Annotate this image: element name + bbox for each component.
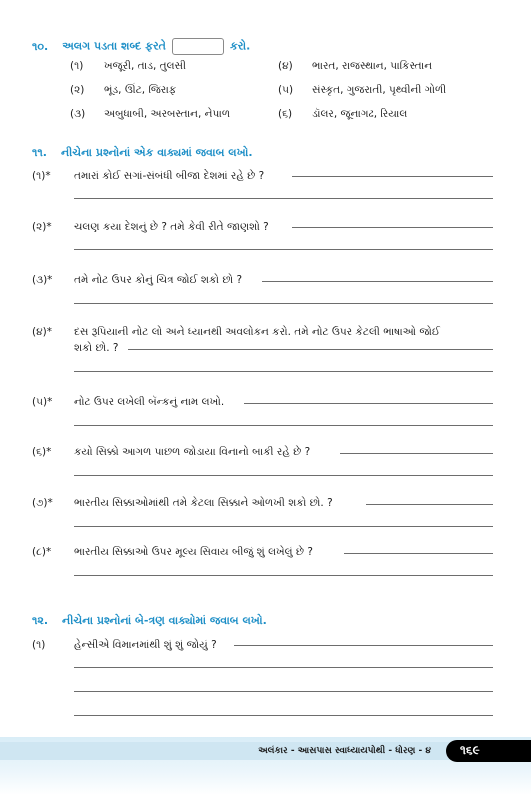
section-10-number: ૧૦. bbox=[32, 39, 49, 53]
question-text: કયો સિક્કો આગળ પાછળ જોડાયા વિનાનો બાકી રહે છે ? bbox=[74, 446, 311, 458]
answer-line[interactable] bbox=[244, 403, 493, 404]
page-number: ૧૬૯ bbox=[460, 743, 480, 757]
option-4: (૪) ભારત, રાજસ્થાન, પાકિસ્તાન bbox=[278, 60, 433, 72]
section-10-title-text: અલગ પડતા શબ્દ ફરતે bbox=[62, 39, 166, 53]
example-answer-box bbox=[172, 38, 224, 55]
option-6: (૬) ડૉલર, જૂનાગઢ, રિયાલ bbox=[278, 108, 408, 120]
answer-line[interactable] bbox=[340, 453, 493, 454]
answer-line[interactable] bbox=[344, 553, 493, 554]
question-text: ચલણ કયા દેશનું છે ? તમે કેવી રીતે જાણશો ? bbox=[74, 221, 269, 233]
footer-book-title: અલંકાર - આસપાસ સ્વાધ્યાયપોથી - ધોરણ - ૪ bbox=[258, 746, 431, 756]
answer-line[interactable] bbox=[366, 504, 493, 505]
answer-line[interactable] bbox=[74, 691, 493, 692]
answer-line[interactable] bbox=[74, 371, 493, 372]
option-3: (૩) અબુધાબી, અરબસ્તાન, નેપાળ bbox=[70, 108, 231, 120]
section-11-title-text: નીચેના પ્રશ્નોનાં એક વાક્યમાં જવાબ લખો. bbox=[60, 146, 253, 159]
page-number-badge bbox=[446, 740, 531, 762]
option-2: (૨) ભૂંડ, ઊંટ, જિરાફ bbox=[70, 84, 177, 96]
question-number: (૫)* bbox=[32, 396, 53, 408]
section-11-title bbox=[32, 146, 253, 160]
section-11-number: ૧૧. bbox=[32, 146, 47, 159]
section-12-title bbox=[32, 614, 267, 628]
answer-line[interactable] bbox=[74, 526, 493, 527]
question-number: (૬)* bbox=[32, 446, 52, 458]
answer-line[interactable] bbox=[74, 303, 493, 304]
section-12-number: ૧૨. bbox=[32, 614, 49, 627]
question-text: તમે નોટ ઉપર કોનું ચિત્ર જોઈ શકો છો ? bbox=[74, 274, 243, 286]
question-text: હેન્સીએ વિમાનમાંથી શું શું જોયું ? bbox=[74, 639, 217, 651]
question-text: ભારતીય સિક્કાઓ ઉપર મૂલ્ય સિવાય બીજું શું લખેલું છે ? bbox=[74, 546, 313, 558]
question-text-continued: શકો છો. ? bbox=[74, 342, 119, 354]
answer-line[interactable] bbox=[292, 176, 493, 177]
answer-line[interactable] bbox=[292, 227, 493, 228]
question-number: (૧) bbox=[32, 639, 46, 651]
answer-line[interactable] bbox=[128, 349, 493, 350]
section-12-title-text: નીચેના પ્રશ્નોનાં બે-ત્રણ વાક્યોમાં જવાબ લખો. bbox=[62, 614, 267, 627]
question-number: (૧)* bbox=[32, 170, 51, 182]
answer-line[interactable] bbox=[74, 249, 493, 250]
section-10-title-end: કરો. bbox=[229, 39, 251, 53]
question-text: દસ રૂપિયાની નોટ લો અને ધ્યાનથી અવલોકન કરો. તમે નોટ ઉપર કેટલી ભાષાઓ જોઈ bbox=[74, 326, 440, 338]
answer-line[interactable] bbox=[262, 281, 493, 282]
question-text: નોટ ઉપર લખેલી બૅન્કનું નામ લખો. bbox=[74, 396, 225, 408]
answer-line[interactable] bbox=[74, 425, 493, 426]
answer-line[interactable] bbox=[74, 667, 493, 668]
question-number: (૭)* bbox=[32, 497, 53, 509]
answer-line[interactable] bbox=[74, 198, 493, 199]
answer-line[interactable] bbox=[74, 575, 493, 576]
answer-line[interactable] bbox=[234, 645, 493, 646]
answer-line[interactable] bbox=[74, 475, 493, 476]
option-1: (૧) ખજૂરી, તાડ, તુલસી bbox=[70, 60, 187, 72]
answer-line[interactable] bbox=[74, 715, 493, 716]
option-5: (૫) સંસ્કૃત, ગુજરાતી, પૃથ્વીની ગોળી bbox=[278, 84, 447, 96]
question-text: તમારાં કોઈ સગાં-સંબંધી બીજા દેશમાં રહે છે ? bbox=[74, 170, 265, 182]
question-number: (૮)* bbox=[32, 546, 52, 558]
question-number: (૪)* bbox=[32, 326, 52, 338]
question-number: (૨)* bbox=[32, 221, 52, 233]
question-text: ભારતીય સિક્કાઓમાંથી તમે કેટલા સિક્કાને ઓળખી શકો છો. ? bbox=[74, 497, 333, 509]
question-number: (૩)* bbox=[32, 274, 53, 286]
section-10-title bbox=[32, 38, 250, 55]
